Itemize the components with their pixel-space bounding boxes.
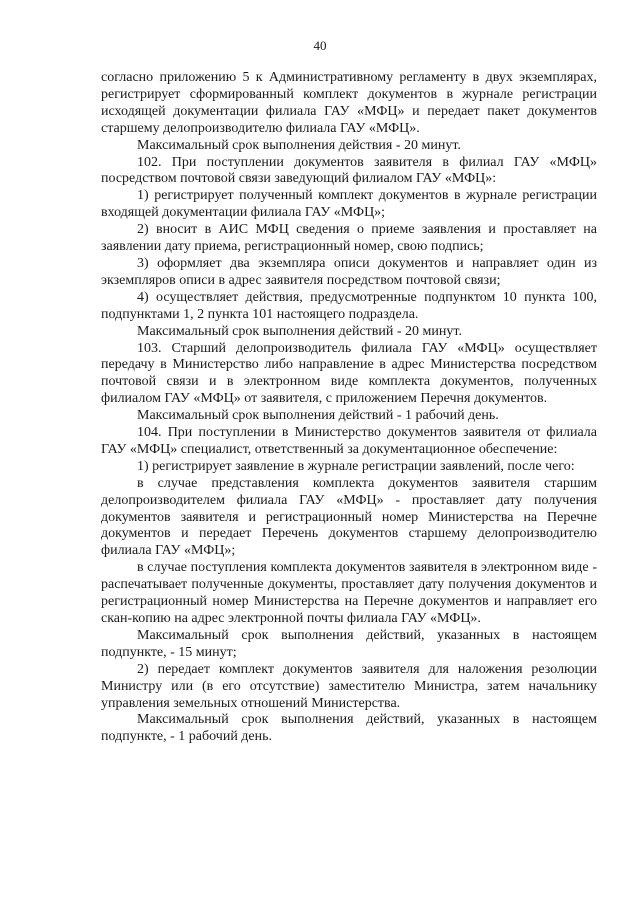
paragraph: Максимальный срок выполнения действия - 20 минут. bbox=[137, 137, 461, 153]
paragraph: 1) регистрирует полученный комплект документов в журнале регистрации входящей документации филиала ГАУ «МФЦ»; bbox=[101, 188, 597, 221]
page-number: 40 bbox=[313, 38, 327, 53]
paragraph: Максимальный срок выполнения действий, указанных в настоящем подпункте, - 1 рабочий день. bbox=[101, 712, 597, 745]
paragraph: в случае поступления комплекта документов заявителя в электронном виде - распечатывает полученные документы, проставляет дату получения документов и регистрационный номер Министерства на Перечне документов и направляет его скан-копию на адрес электронной почты филиала ГАУ «МФЦ». bbox=[101, 560, 597, 626]
paragraph: Максимальный срок выполнения действий - 20 минут. bbox=[137, 323, 462, 339]
paragraph: 102. При поступлении документов заявителя в филиал ГАУ «МФЦ» посредством почтовой связи заведующий филиалом ГАУ «МФЦ»: bbox=[101, 154, 597, 187]
paragraph: 1) регистрирует заявление в журнале регистрации заявлений, после чего: bbox=[137, 458, 575, 474]
paragraph: в случае представления комплекта документов заявителя старшим делопроизводителем филиала ГАУ «МФЦ» - проставляет дату получения документов заявителя и регистрационный номер Министерства на Перечне документов и передает Перечень документов старшему делопроизводителю филиала ГАУ «МФЦ»; bbox=[101, 475, 597, 559]
paragraph: 104. При поступлении в Министерство документов заявителя от филиала ГАУ «МФЦ» специалист, ответственный за документационное обеспечение: bbox=[101, 425, 597, 457]
paragraph: 2) вносит в АИС МФЦ сведения о приеме заявления и проставляет на заявлении дату приема, регистрационный номер, свою подпись; bbox=[101, 222, 597, 255]
paragraph: 3) оформляет два экземпляра описи документов и направляет один из экземпляров описи в адрес заявителя посредством почтовой связи; bbox=[101, 255, 597, 288]
paragraph: Максимальный срок выполнения действий - 1 рабочий день. bbox=[137, 408, 499, 424]
paragraph: 4) осуществляет действия, предусмотренные подпунктом 10 пункта 100, подпунктами 1, 2 пункта 101 настоящего подраздела. bbox=[101, 289, 597, 322]
paragraph: согласно приложению 5 к Административному регламенту в двух экземплярах, регистрирует сформированный комплект документов в журнале регистрации исходящей документации филиала ГАУ «МФЦ» и передает пакет документов старшему делопроизводителю филиала ГАУ «МФЦ». bbox=[101, 70, 597, 136]
document-body bbox=[101, 70, 597, 746]
paragraph: 103. Старший делопроизводитель филиала ГАУ «МФЦ» осуществляет передачу в Министерство либо направление в адрес Министерства посредством почтовой связи и в электронном виде комплекта документов, полученных филиалом ГАУ «МФЦ» от заявителя, с приложением Перечня документов. bbox=[101, 340, 597, 407]
paragraph: Максимальный срок выполнения действий, указанных в настоящем подпункте, - 15 минут; bbox=[101, 627, 597, 660]
paragraph: 2) передает комплект документов заявителя для наложения резолюции Министру или (в его отсутствие) заместителю Министра, затем начальнику управления земельных отношений Министерства. bbox=[101, 661, 597, 711]
